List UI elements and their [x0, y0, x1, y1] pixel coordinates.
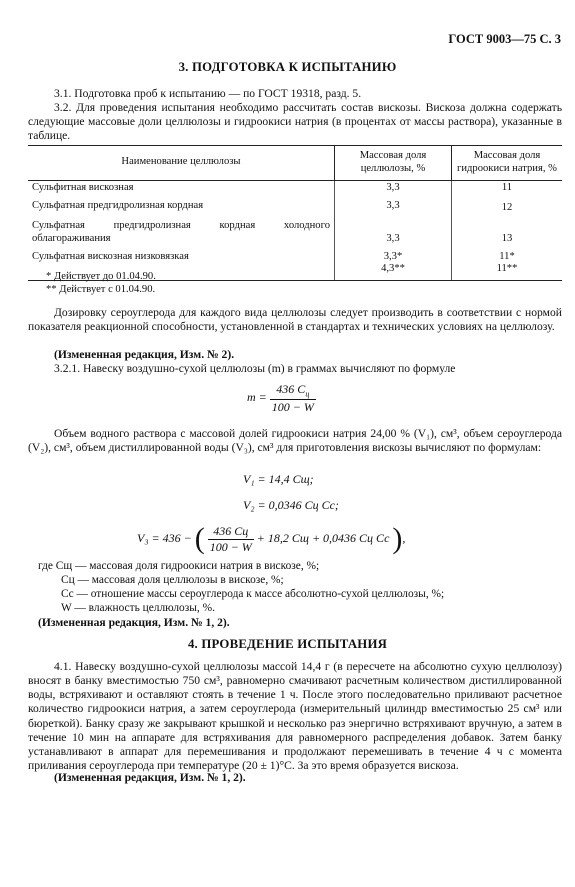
table-row: [28, 196, 562, 216]
table-cell-cellulose: 3,3: [335, 180, 452, 195]
definition-line: Cс — отношение массы сероуглерода к массе абсолютно-сухой целлюлозы, %;: [61, 588, 445, 600]
amendment-note: (Измененная редакция, Изм. № 1, 2).: [38, 616, 230, 629]
table-value: 11**: [496, 263, 518, 275]
composition-table: [28, 145, 562, 281]
table-row: [28, 180, 562, 195]
table-cell-name: Сульфатная предгидролизная кордная: [32, 199, 204, 211]
amendment-note: (Измененная редакция, Изм. № 1, 2).: [54, 771, 246, 784]
formula-m: m = $\frac{436 C_ц}{100 - W}$: [247, 382, 314, 415]
definition-line: W — влажность целлюлозы, %.: [61, 602, 215, 614]
table-value: 11*: [499, 250, 515, 262]
definition-line: где Cщ — массовая доля гидроокиси натрия в вискозе, %;: [38, 560, 320, 572]
section-4-title: 4. ПРОВЕДЕНИЕ ИСПЫТАНИЯ: [187, 637, 388, 651]
formula-v3: V₃ = 436 − ( $\frac{436 Cц}{100 - W}$ + 18,2 Cщ + 0,0436 Cц Cс ),: [137, 522, 406, 555]
paragraph-3-2: 3.2. Для проведения испытания необходимо рассчитать состав вискозы. Вискоза должна содержать следующие массовые доли целлюлозы и гидроокиси натрия (в процентах от массы раствора), указанные в таблице.: [28, 101, 562, 143]
table-header-cellulose: Массовая доля целлюлозы, %: [335, 146, 452, 181]
table-cell-naoh: 13: [452, 216, 563, 247]
table-cell-cellulose: 3,3: [335, 216, 452, 247]
table-value: 4,3**: [381, 263, 405, 275]
table-cell-cellulose: 3,3: [335, 196, 452, 216]
table-note: * Действует до 01.04.90.: [46, 271, 156, 282]
paragraph-4-1: 4.1. Навеску воздушно-сухой целлюлозы массой 14,4 г (в пересчете на абсолютно сухую целлюлозу) вносят в банку вместимостью 750 см³, равномерно смачивают расчетным количеством дистиллированной воды, встряхивают и оставляют стоять в течение 1 ч. После этого последовательно приливают расчетное количество гидроокиси натрия, а затем сероуглерода (измерительный цилиндр вместимостью 25 см³ или бюреткой). Банку сразу же закрывают крышкой и несколько раз энергично встряхивают вручную, а затем в течение 10 мин на аппарате для встряхивания для равномерного распределения добавок. Затем банку устанавливают в аппарат для перемешивания и продолжают перемешивать в течение 4 ч с момента приливания сероуглерода при температуре (20 ± 1)°С. За это время образуется вискоза.: [28, 660, 562, 772]
table-header-name: Наименование целлюлозы: [28, 146, 335, 181]
table-cell-name: Сульфитная вискозная: [32, 181, 134, 193]
table-value: 3,3*: [383, 250, 403, 262]
paragraph-3-2-1: 3.2.1. Навеску воздушно-сухой целлюлозы (m) в граммах вычисляют по формуле: [54, 362, 456, 375]
paragraph-volumes: Объем водного раствора с массовой долей гидроокиси натрия 24,00 % (V₁), см³, объем сероуглерода (V₂), см³, объем дистиллированной воды (V₃), см³ для приготовления вискозы вычисляют по формулам:: [28, 427, 562, 455]
section-3-title: 3. ПОДГОТОВКА К ИСПЫТАНИЮ: [178, 60, 397, 74]
table-cell-cellulose: [335, 247, 452, 281]
definition-line: Cц — массовая доля целлюлозы в вискозе, %;: [61, 574, 284, 586]
table-cell-name: Сульфатная предгидролизная кордная холодного облагораживания: [32, 219, 330, 244]
paragraph-3-1: 3.1. Подготовка проб к испытанию — по ГОСТ 19318, разд. 5.: [54, 87, 362, 100]
table-note: ** Действует с 01.04.90.: [46, 284, 156, 296]
table-row: [28, 216, 562, 247]
table-header-naoh: Массовая доля гидроокиси натрия, %: [452, 146, 563, 181]
table-cell-naoh: [452, 247, 563, 281]
formula-v1: V₁ = 14,4 Cщ;: [243, 472, 314, 486]
amendment-note: (Измененная редакция, Изм. № 2).: [54, 348, 235, 361]
table-cell-naoh: 11: [452, 180, 563, 195]
page-header: ГОСТ 9003—75 С. 3: [448, 32, 561, 46]
table-notes: [46, 270, 156, 296]
table-cell-naoh: 12: [452, 196, 563, 216]
paragraph-dosing: Дозировку сероуглерода для каждого вида целлюлозы следует производить в соответствии с нормой показателя реакционной способности, установленной в стандартах и технических условиях на целлюлозу.: [28, 306, 562, 334]
formula-v2: V₂ = 0,0346 Cц Cс;: [243, 498, 339, 512]
table-cell-name: Сульфатная вискозная низковязкая: [28, 247, 335, 281]
